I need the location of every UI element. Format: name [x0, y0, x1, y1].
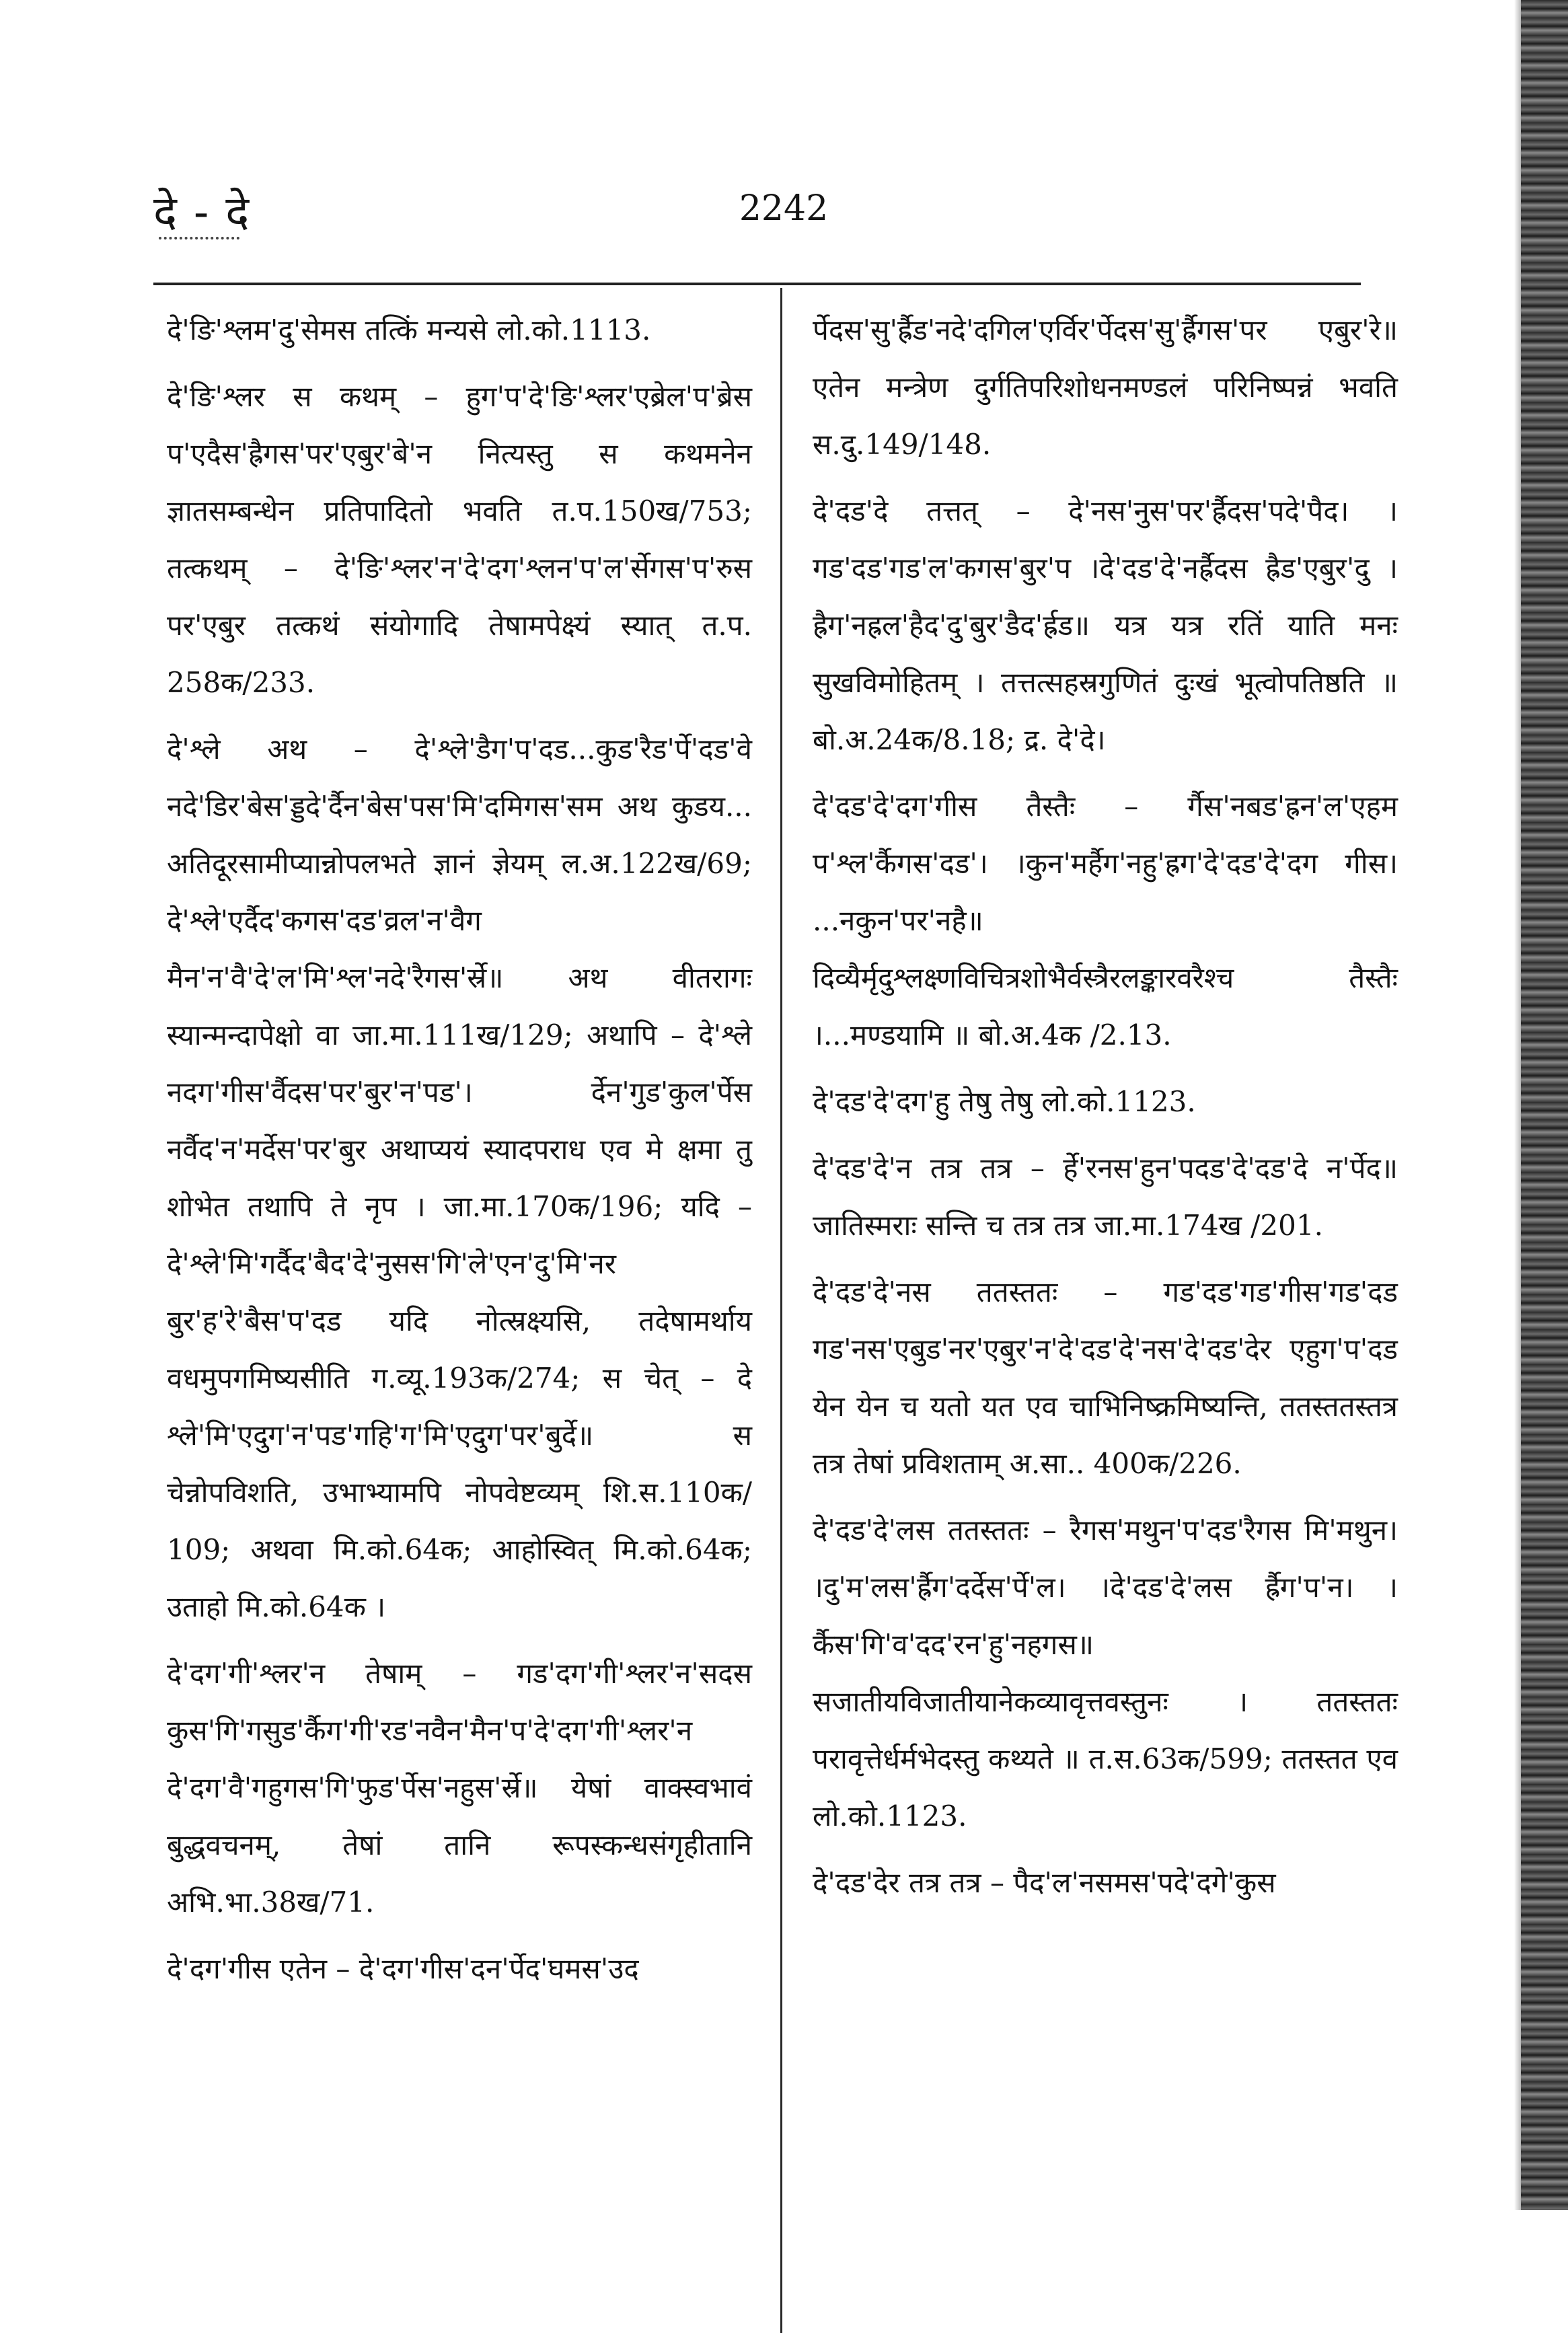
dictionary-entry: र्पेदस'सु'र्ह्रैड'नदे'दगिल'एर्विर'र्पेदस'सु'र्ह्रैगस'पर एबुर'रे॥ एतेन मन्त्रेण दुर्गतिपरिशोधनमण्डलं परिनिष्पन्नं भवति स.दु.149/148. — [813, 313, 1398, 461]
column-divider — [780, 288, 782, 2333]
header-rule — [153, 283, 1361, 285]
left-column — [167, 301, 752, 1997]
page-binding-edge — [1514, 0, 1521, 2210]
dictionary-entry: दे'दड'दे'न तत्र तत्र – र्हे'रनस'हुन'पदड'दे'दड'दे न'र्पेद॥ जातिस्मराः सन्ति च तत्र तत्र जा.मा.174ख /201. — [813, 1152, 1398, 1242]
page-binding-shadow — [1521, 0, 1568, 2210]
running-head-underline — [159, 237, 239, 239]
dictionary-entry: दे'दड'दे'नस ततस्ततः – गड'दड'गड'गीस'गड'दड गड'नस'एबुड'नर'एबुर'न'दे'दड'दे'नस'दे'दड'देर एहुग'प'दड येन येन च यतो यत एव चाभिनिष्क्रमिष्यन्ति, ततस्ततस्तत्र तत्र तेषां प्रविशताम् अ.सा.. 400क/226. — [813, 1275, 1398, 1480]
dictionary-entry: दे'ङि'श्लम'दु'सेमस तत्किं मन्यसे लो.को.1113. — [167, 313, 651, 346]
dictionary-entry: दे'दड'दे'लस ततस्ततः – रैगस'मथुन'प'दड'रैगस मि'मथुन। ।दु'म'लस'र्ह्रैग'दर्देस'र्पे'ल। ।दे'दड'दे'लस र्ह्रैग'प'न। ।र्कैस'गि'व'दद'रन'हु'नहगस॥ सजातीयविजातीयानेकव्यावृत्तवस्तुनः । ततस्ततः परावृत्तेर्धर्मभेदस्तु कथ्यते ॥ त.स.63क/599; ततस्तत एव लो.को.1123. — [813, 1514, 1398, 1832]
running-head: दे - दे — [153, 186, 251, 238]
dictionary-entry: दे'दग'गीस एतेन – दे'दग'गीस'दन'र्पेद'घमस'उद — [167, 1952, 639, 1985]
right-column — [813, 301, 1398, 1911]
dictionary-entry: दे'दग'गी'श्लर'न तेषाम् – गड'दग'गी'श्लर'न'सदस कुस'गि'गसुड'र्कैग'गी'रड'नवैन'मैन'प'दे'दग'गी'श्लर'न दे'दग'वै'गहुगस'गि'फुड'र्पेस'नहुस'र्स्रे॥ येषां वाक्स्वभावं बुद्धवचनम्, तेषां तानि रूपस्कन्धसंगृहीतानि अभि.भा.38ख/71. — [167, 1657, 752, 1919]
dictionary-entry: दे'दड'दे तत्तत् – दे'नस'नुस'पर'र्ह्रैदस'पदे'पैद। ।गड'दड'गड'ल'कगस'बुर'प ।दे'दड'दे'नर्ह्रैदस ह्रैड'एबुर'दु ।ह्रैग'नह्रल'हैद'दु'बुर'डैद'र्ह्रड॥ यत्र यत्र रतिं याति मनः सुखविमोहितम् । तत्तत्सहस्रगुणितं दुःखं भूत्वोपतिष्ठति ॥ बो.अ.24क/8.18; द्र. दे'दे। — [813, 494, 1398, 756]
dictionary-entry: दे'श्ले अथ – दे'श्ले'डैग'प'दड...कुड'रैड'र्पे'दड'वे नदे'डिर'बेस'ड्डदे'र्दैन'बेस'पस'मि'दमिगस'सम अथ कुडय... अतिदूरसामीप्यान्नोपलभते ज्ञानं ज्ञेयम् ल.अ.122ख/69; दे'श्ले'एर्दैद'कगस'दड'व्रल'न'वैग मैन'न'वै'दे'ल'मि'श्ल'नदे'रैगस'र्स्रे॥ अथ वीतरागः स्यान्मन्दापेक्षो वा जा.मा.111ख/129; अथापि – दे'श्ले नदग'गीस'र्वैदस'पर'बुर'न'पड'। र्देन'गुड'कुल'र्पेस नर्वैद'न'मर्देस'पर'बुर अथाप्ययं स्यादपराध एव मे क्षमा तु शोभेत तथापि ते नृप । जा.मा.170क/196; यदि – दे'श्ले'मि'गर्दैद'बैद'दे'नुसस'गि'ले'एन'दु'मि'नर बुर'ह'रे'बैस'प'दड यदि नोत्स्रक्ष्यसि, तदेषामर्थाय वधमुपगमिष्यसीति ग.व्यू.193क/274; स चेत् – दे श्ले'मि'एदुग'न'पड'गहि'ग'मि'एदुग'पर'बुर्दे॥ स चेन्नोपविशति, उभाभ्यामपि नोपवेष्टव्यम् शि.स.110क/ 109; अथवा मि.को.64क; आहोस्वित् मि.को.64क; उताहो मि.को.64क । — [167, 733, 752, 1623]
dictionary-entry: दे'दड'देर तत्र तत्र – पैद'ल'नसमस'पदे'दगे'कुस — [813, 1866, 1276, 1899]
dictionary-entry: दे'ङि'श्लर स कथम् – हुग'प'दे'ङि'श्लर'एब्रेल'प'ब्रेस प'एदैस'ह्रैगस'पर'एबुर'बे'न नित्यस्तु स कथमनेन ज्ञातसम्बन्धेन प्रतिपादितो भवति त.प.150ख/753; तत्कथम् – दे'ङि'श्लर'न'दे'दग'श्लन'प'ल'र्सेगस'प'रुस पर'एबुर तत्कथं संयोगादि तेषामपेक्ष्यं स्यात् त.प. 258क/233. — [167, 380, 752, 699]
page-number: 2242 — [739, 188, 829, 229]
dictionary-entry: दे'दड'दे'दग'हु तेषु तेषु लो.को.1123. — [813, 1085, 1196, 1118]
dictionary-entry: दे'दड'दे'दग'गीस तैस्तैः – र्गैस'नबड'ह्रन'ल'एहम प'श्ल'र्कैगस'दड'। ।कुन'मर्हैग'नहु'ह्रग'दे'दड'दे'दग गीस। ...नकुन'पर'नहै॥ दिव्यैर्मृदुश्लक्ष्णविचित्रशोभैर्वस्त्रैरलङ्कारवरैश्च तैस्तैः ।...मण्डयामि ॥ बो.अ.4क /2.13. — [813, 790, 1398, 1051]
